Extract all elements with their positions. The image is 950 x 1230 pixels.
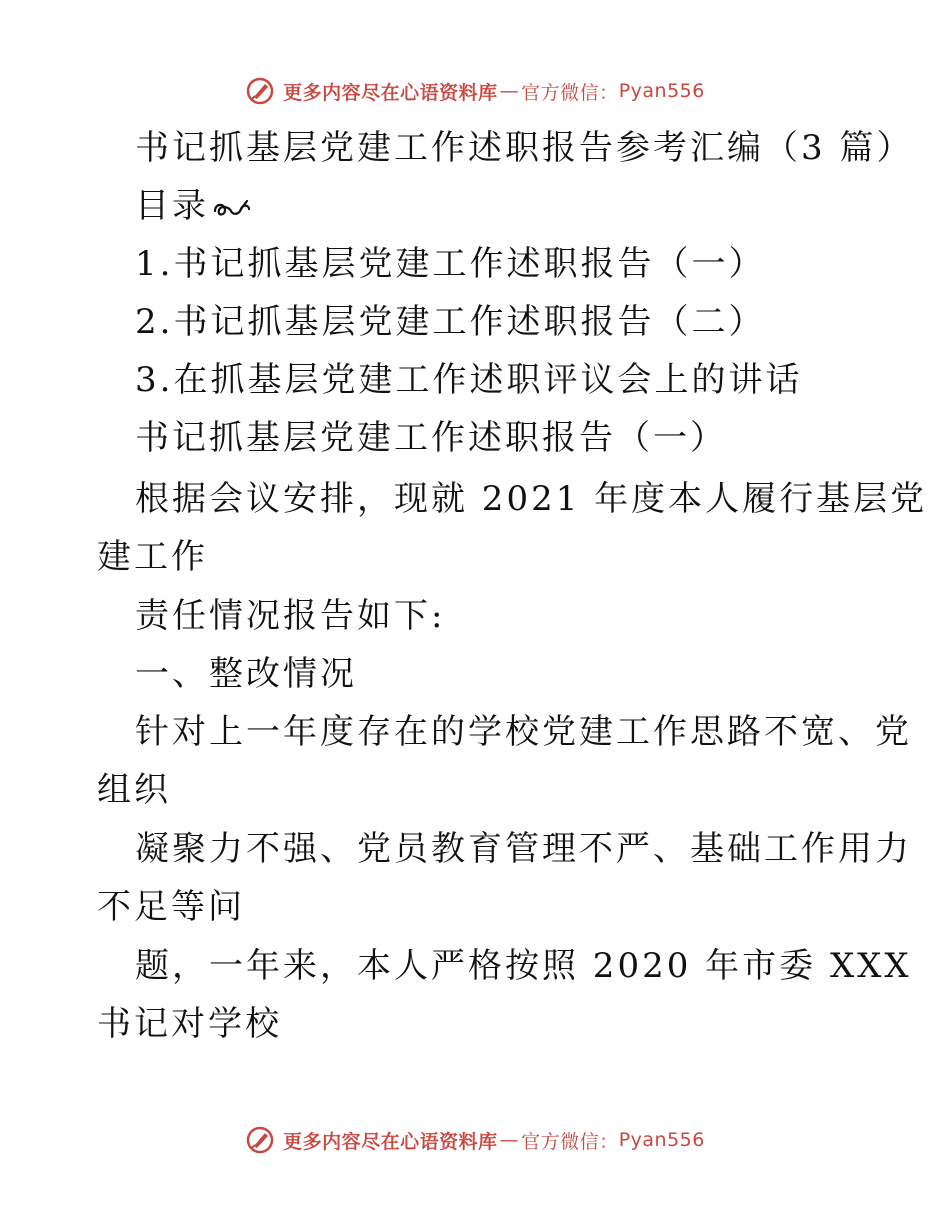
- paragraph-continuation: 组织: [97, 770, 171, 810]
- banner-handle: Pyan556: [618, 80, 705, 102]
- banner-separator: —: [499, 1129, 520, 1151]
- pen-logo-icon: [245, 76, 275, 106]
- banner-handle: Pyan556: [618, 1129, 705, 1151]
- section-heading: 一、整改情况: [135, 654, 357, 694]
- paragraph-line: 责任情况报告如下:: [135, 596, 446, 636]
- toc-heading: 目录: [135, 186, 209, 226]
- paragraph-continuation: 建工作: [97, 537, 208, 577]
- paragraph-line: 根据会议安排，现就 2021 年度本人履行基层党: [135, 479, 928, 519]
- toc-item[interactable]: 1.书记抓基层党建工作述职报告（一）: [135, 244, 766, 284]
- paragraph-line: 题，一年来，本人严格按照 2020 年市委 XXX: [135, 946, 912, 986]
- paragraph-continuation: 不足等问: [97, 887, 245, 927]
- banner-label: 官方微信：: [521, 1130, 619, 1153]
- paragraph-continuation: 书记对学校: [97, 1004, 282, 1044]
- toc-heading-row: [135, 186, 253, 226]
- toc-item[interactable]: 2.书记抓基层党建工作述职报告（二）: [135, 302, 766, 342]
- section-title: 书记抓基层党建工作述职报告（一）: [135, 418, 727, 458]
- banner-label: 官方微信：: [521, 81, 619, 104]
- banner-separator: —: [499, 80, 520, 102]
- ornament-icon: [211, 195, 253, 221]
- banner-text: 更多内容尽在心语资料库: [283, 81, 498, 104]
- paragraph-line: 针对上一年度存在的学校党建工作思路不宽、党: [135, 712, 912, 752]
- toc-item[interactable]: 3.在抓基层党建工作述职评议会上的讲话: [135, 360, 803, 400]
- banner-text: 更多内容尽在心语资料库: [283, 1130, 498, 1153]
- footer-banner: [0, 1120, 950, 1160]
- header-banner: [0, 71, 950, 111]
- paragraph-line: 凝聚力不强、党员教育管理不严、基础工作用力: [135, 829, 912, 869]
- pen-logo-icon: [245, 1125, 275, 1155]
- document-title: 书记抓基层党建工作述职报告参考汇编（3 篇）: [135, 128, 914, 168]
